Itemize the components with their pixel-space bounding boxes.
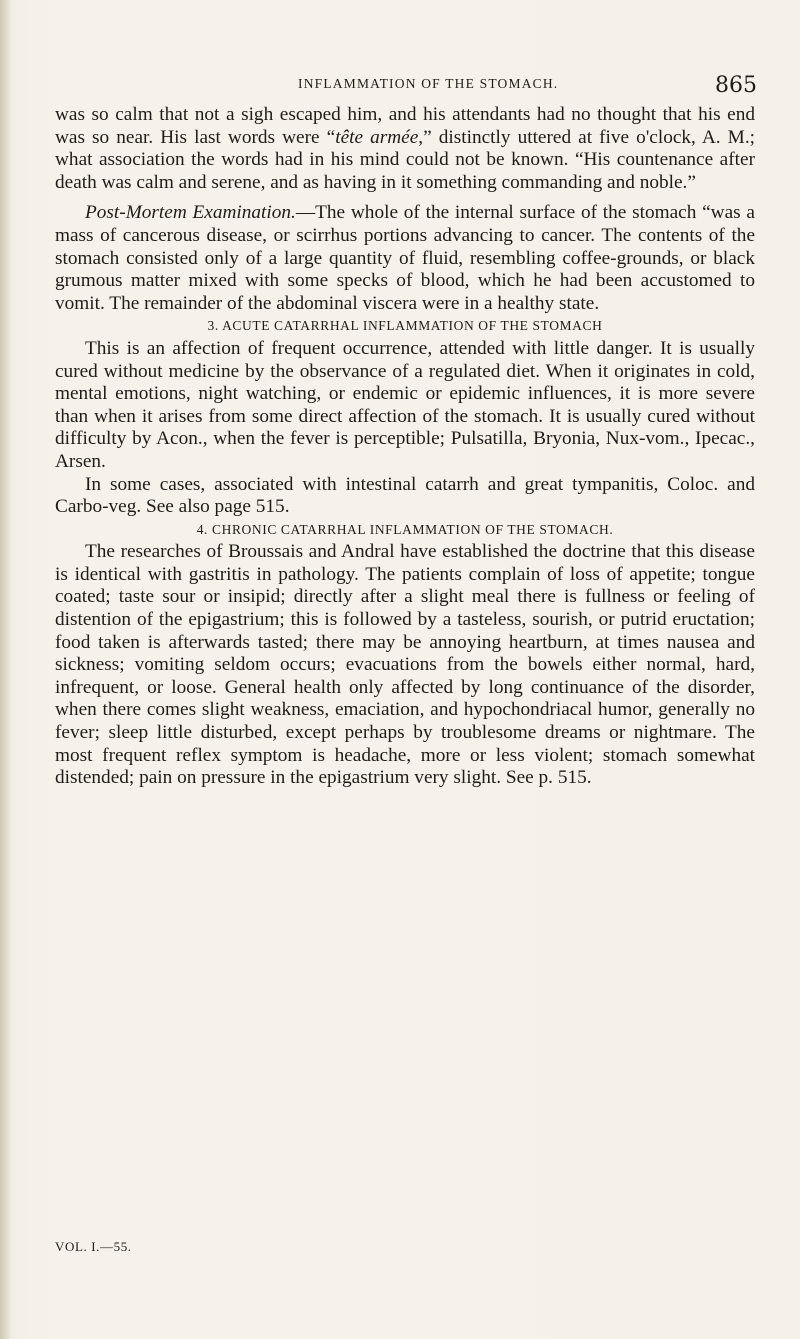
post-mortem-heading: Post-Mortem Examination. — [85, 202, 296, 224]
paragraph-acute: This is an affection of frequent occurrence, attended with little danger. It is usually cured without medicine by the observance of a regulated diet. When it originates in cold, mental emotions, night watching, or endemic or epidemic influences, it is more severe than when it arises from some direct affection of the stomach. It is usually cured without difficulty by Acon., when the fever is perceptible; Pulsatilla, Bryonia, Nux-vom., Ipecac., Arsen. — [55, 337, 755, 472]
paragraph-continuation: was so calm that not a sigh escaped him, and his attendants had no thought that his end was so near. His last words were “tête armée,” distinctly uttered at five o'clock, A. M.; what association the words had in his mind could not be known. “His countenance after death was calm and serene, and as having in it something commanding and noble.” — [55, 104, 755, 193]
running-title: INFLAMMATION OF THE STOMACH. — [298, 76, 559, 91]
body-text — [55, 104, 755, 790]
section-heading-acute: 3. ACUTE CATARRHAL INFLAMMATION OF THE STOMACH — [207, 318, 603, 334]
page-number: 865 — [715, 73, 757, 98]
paragraph-post-mortem: Post-Mortem Examination.—The whole of the internal surface of the stomach “was a mass of cancerous disease, or scirrhus portions advancing to cancer. The contents of the stomach consisted only of a large quantity of fluid, resembling coffee-grounds, or black grumous matter mixed with some specks of blood, which he had been accustomed to vomit. The remainder of the abdominal viscera were in a healthy state. — [55, 202, 755, 314]
signature-mark: VOL. I.—55. — [55, 1239, 132, 1254]
paragraph-acute-cases: In some cases, associated with intestinal catarrh and great tympanitis, Coloc. and Carbo-veg. See also page 515. — [55, 473, 755, 518]
paragraph-chronic: The researches of Broussais and Andral have established the doctrine that this disease is identical with gastritis in pathology. The patients complain of loss of appetite; tongue coated; taste sour or insipid; directly after a slight meal there is fullness or feeling of distention of the epigastrium; this is followed by a tasteless, sourish, or putrid eructation; food taken is afterwards tasted; there may be annoying heartburn, at times nausea and sickness; vomiting seldom occurs; evacuations from the bowels either normal, hard, infrequent, or loose. General health only affected by long continuance of the disorder, when there comes slight weakness, emaciation, and hypochondriacal humor, generally no fever; sleep little disturbed, except perhaps by troublesome dreams or nightmare. The most frequent reflex symptom is headache, more or less violent; stomach somewhat distended; pain on pressure in the epigastrium very slight. See p. 515. — [55, 541, 755, 789]
page-spine-shadow — [0, 0, 10, 1339]
section-heading-chronic: 4. CHRONIC CATARRHAL INFLAMMATION OF THE STOMACH. — [196, 521, 614, 537]
italic-phrase: tête armée — [335, 126, 419, 148]
